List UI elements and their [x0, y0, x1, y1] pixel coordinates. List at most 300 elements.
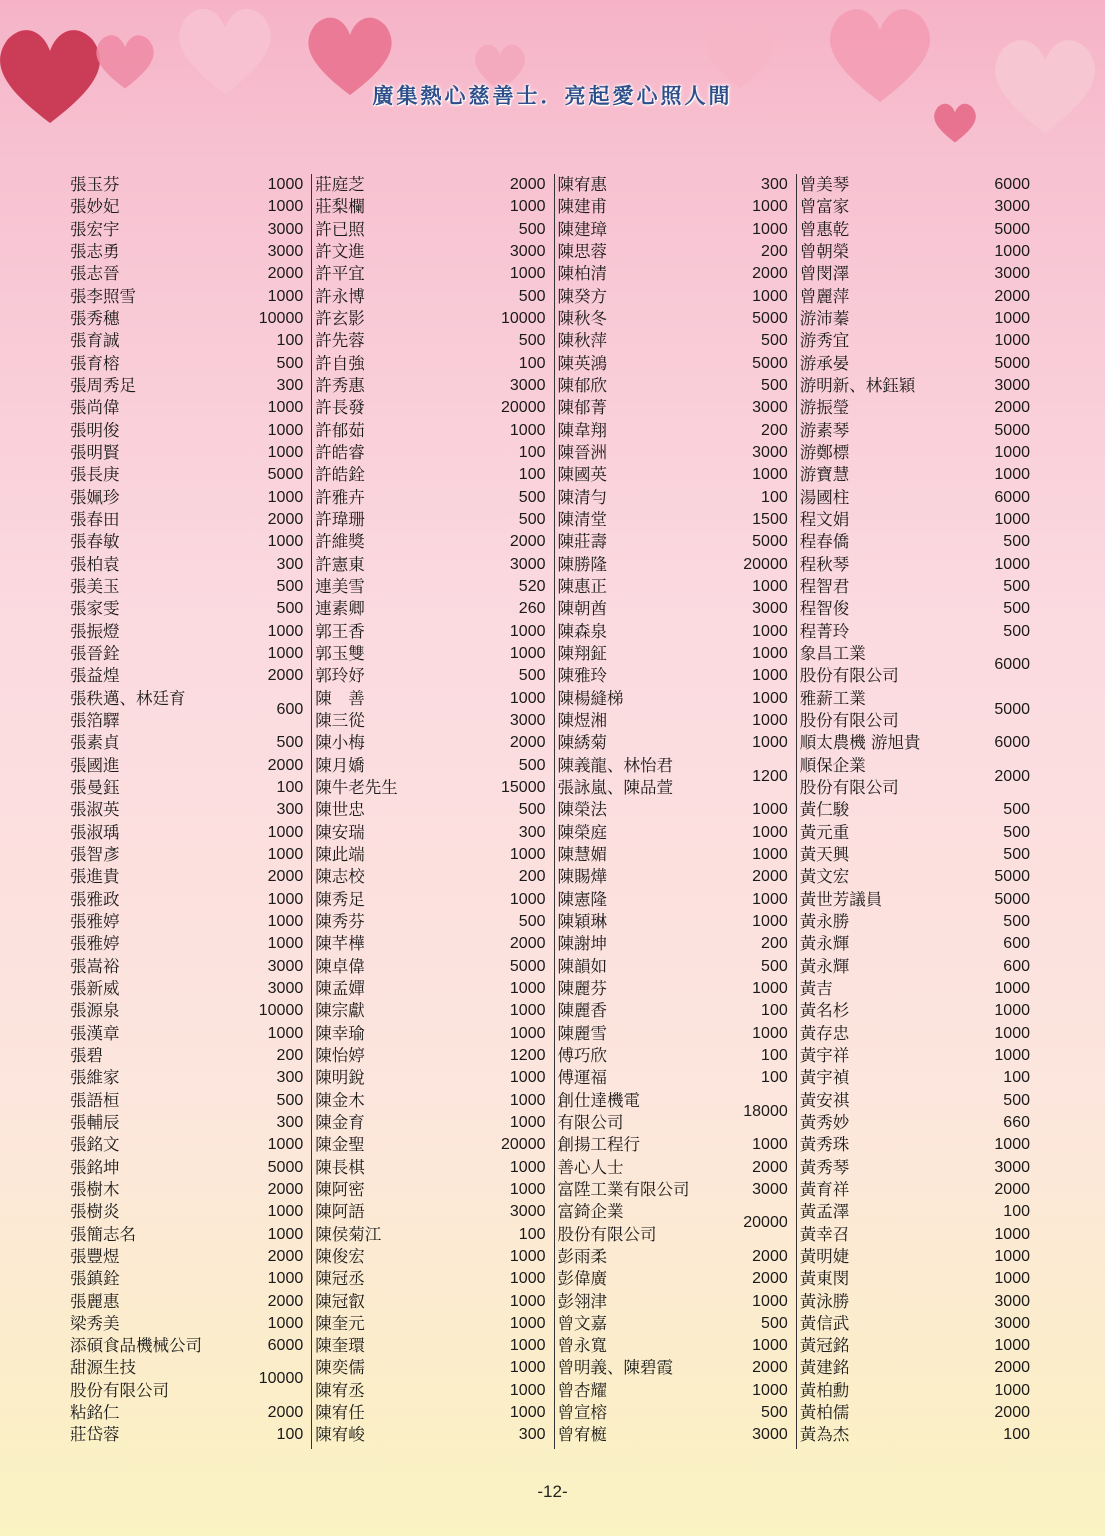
page-number: -12-	[537, 1482, 568, 1501]
donation-amount: 1000	[267, 845, 304, 863]
donor-name: 黃文宏	[799, 867, 850, 887]
donor-row	[70, 554, 311, 576]
donation-amount: 100	[518, 354, 546, 372]
donor-name: 陳秋萍	[557, 331, 607, 351]
donation-amount: 5000	[994, 890, 1030, 908]
donor-name: 陳憲隆	[557, 889, 607, 909]
donor-name: 郭玲妤	[315, 666, 365, 686]
donor-name: 雅薪工業 股份有限公司	[799, 688, 899, 730]
donor-row	[312, 1224, 553, 1246]
donor-row	[555, 1023, 796, 1045]
donor-name: 陳麗雪	[557, 1023, 607, 1043]
donor-name: 陳建璋	[557, 219, 607, 239]
donor-row	[797, 1380, 1038, 1402]
donation-amount: 1000	[994, 979, 1030, 997]
donation-amount: 1000	[509, 1314, 546, 1332]
donor-name: 張晉銓	[70, 643, 120, 663]
donor-row	[70, 889, 311, 911]
donation-amount: 3000	[267, 979, 304, 997]
donation-amount: 2000	[267, 510, 304, 528]
donor-row	[312, 1112, 553, 1134]
donation-amount: 2000	[994, 767, 1030, 785]
donor-name: 許憲東	[315, 554, 365, 574]
donor-name: 陳志校	[315, 867, 365, 887]
donation-amount: 1000	[994, 555, 1030, 573]
donor-row	[797, 420, 1038, 442]
donor-row	[555, 509, 796, 531]
donation-amount: 260	[518, 600, 546, 618]
donation-amount: 1000	[509, 1292, 546, 1310]
donor-row	[312, 442, 553, 464]
donor-name: 彭翎津	[557, 1291, 607, 1311]
donor-row	[555, 1268, 796, 1290]
donor-name: 黃元重	[799, 822, 850, 842]
donation-amount: 1000	[752, 622, 788, 640]
donor-name: 程秋琴	[799, 554, 850, 574]
donor-row	[70, 866, 311, 888]
donor-row	[312, 1023, 553, 1045]
donor-row	[797, 487, 1038, 509]
donor-name: 許皓銓	[315, 465, 365, 485]
donation-amount: 1000	[752, 689, 788, 707]
donation-amount: 2000	[752, 1247, 788, 1265]
donor-row	[312, 799, 553, 821]
donation-amount: 1000	[752, 979, 788, 997]
donor-row	[797, 621, 1038, 643]
donor-row	[312, 621, 553, 643]
donation-amount: 1000	[994, 1381, 1030, 1399]
donor-row	[797, 1246, 1038, 1268]
donor-row	[312, 777, 553, 799]
donor-name: 張姵珍	[70, 487, 120, 507]
donation-amount: 10000	[501, 309, 546, 327]
donation-amount: 2000	[267, 756, 304, 774]
donor-row	[312, 956, 553, 978]
donor-name: 張雅政	[70, 889, 120, 909]
donor-row	[555, 1090, 796, 1135]
donor-row	[555, 643, 796, 665]
donor-name: 游振瑩	[799, 398, 850, 418]
donor-row	[555, 844, 796, 866]
donor-row	[555, 219, 796, 241]
donor-row	[797, 889, 1038, 911]
donor-name: 陳奎環	[315, 1336, 365, 1356]
donor-row	[797, 263, 1038, 285]
donor-row	[70, 576, 311, 598]
donation-amount: 2000	[994, 399, 1030, 417]
donation-amount: 5000	[267, 1158, 304, 1176]
donation-amount: 5000	[752, 354, 788, 372]
donor-name: 陳慧媚	[557, 844, 607, 864]
donation-amount: 500	[276, 734, 304, 752]
donor-name: 曾文嘉	[557, 1313, 607, 1333]
donor-row	[70, 1134, 311, 1156]
donor-row	[797, 308, 1038, 330]
donor-row	[797, 866, 1038, 888]
donor-name: 程智君	[799, 576, 850, 596]
donor-row	[312, 1179, 553, 1201]
donor-name: 陳 善	[315, 688, 365, 708]
donation-amount: 1000	[752, 198, 788, 216]
donor-name: 陳金聖	[315, 1135, 365, 1155]
donor-row	[312, 1067, 553, 1089]
donor-name: 黃宇禎	[799, 1068, 850, 1088]
donor-name: 黃柏儒	[799, 1403, 850, 1423]
donor-row	[312, 554, 553, 576]
donor-row	[555, 531, 796, 553]
donor-row	[555, 688, 796, 710]
donor-row	[70, 1224, 311, 1246]
donation-amount: 1000	[267, 176, 304, 193]
donation-amount: 1000	[752, 845, 788, 863]
donation-amount: 1000	[509, 1180, 546, 1198]
donor-name: 張春田	[70, 509, 120, 529]
donation-amount: 6000	[994, 655, 1030, 673]
donation-amount: 1000	[267, 1270, 304, 1288]
donor-row	[70, 286, 311, 308]
donation-amount: 300	[276, 555, 304, 573]
donor-column-4	[796, 174, 1038, 1449]
donor-row	[312, 1157, 553, 1179]
donor-name: 許平宜	[315, 264, 365, 284]
donor-name: 莊庭芝	[315, 175, 365, 194]
donor-row	[797, 554, 1038, 576]
donor-name: 張智彥	[70, 844, 120, 864]
donor-name: 黃秀珠	[799, 1135, 850, 1155]
donation-amount: 500	[1003, 801, 1030, 819]
donor-name: 陳癸方	[557, 286, 607, 306]
donor-row	[70, 1045, 311, 1067]
donor-name: 曾麗萍	[799, 286, 850, 306]
donor-row	[555, 799, 796, 821]
donation-amount: 2000	[994, 1404, 1030, 1422]
donation-amount: 1000	[994, 1024, 1030, 1042]
donation-amount: 300	[276, 1069, 304, 1087]
donor-name: 陳宥任	[315, 1403, 365, 1423]
donor-name: 陳冠叡	[315, 1291, 365, 1311]
donor-name: 陳莊壽	[557, 532, 607, 552]
donor-row	[797, 956, 1038, 978]
donation-amount: 5000	[994, 700, 1030, 718]
donor-row	[70, 1246, 311, 1268]
donation-amount: 300	[518, 1426, 546, 1444]
donor-name: 黃明婕	[799, 1246, 850, 1266]
donation-amount: 1000	[267, 421, 304, 439]
donation-amount: 500	[518, 488, 546, 506]
donor-row	[70, 621, 311, 643]
donor-name: 張育誠	[70, 331, 120, 351]
donor-row	[555, 621, 796, 643]
donor-row	[312, 464, 553, 486]
donation-amount: 2000	[752, 1359, 788, 1377]
donor-name: 游明新、林鈺穎	[799, 375, 916, 395]
donation-amount: 500	[518, 801, 546, 819]
donation-amount: 1000	[509, 1091, 546, 1109]
donor-row	[555, 1313, 796, 1335]
donor-name: 張志勇	[70, 241, 120, 261]
donor-name: 張輔辰	[70, 1112, 120, 1132]
donor-name: 黃仁駿	[799, 800, 850, 820]
donor-row	[70, 1335, 311, 1357]
donor-row	[70, 732, 311, 754]
donor-name: 張國進	[70, 755, 120, 775]
donor-name: 添碩食品機械公司	[70, 1336, 202, 1356]
donor-row	[555, 464, 796, 486]
donation-amount: 3000	[267, 957, 304, 975]
donation-amount: 1000	[509, 1337, 546, 1355]
donor-name: 張銘文	[70, 1135, 120, 1155]
donation-amount: 2000	[752, 868, 788, 886]
donor-name: 創仕達機電 有限公司	[557, 1090, 640, 1132]
donor-row	[797, 397, 1038, 419]
donor-row	[797, 531, 1038, 553]
donor-name: 張妙妃	[70, 197, 120, 217]
donor-row	[312, 688, 553, 710]
donation-amount: 1000	[994, 1046, 1030, 1064]
donation-amount: 3000	[994, 1292, 1030, 1310]
donor-row	[312, 598, 553, 620]
donor-name: 陳安瑞	[315, 822, 365, 842]
donor-row	[70, 799, 311, 821]
donor-name: 陳郁欣	[557, 375, 607, 395]
donor-name: 程菁玲	[799, 621, 850, 641]
donation-amount: 500	[1003, 600, 1030, 618]
donor-row	[312, 911, 553, 933]
donor-row	[797, 353, 1038, 375]
donor-row	[70, 487, 311, 509]
donor-name: 陳怡婷	[315, 1045, 365, 1065]
donation-amount: 1000	[267, 644, 304, 662]
donor-row	[70, 219, 311, 241]
donation-amount: 500	[761, 332, 788, 350]
donor-name: 張銘坤	[70, 1157, 120, 1177]
donor-name: 張淑英	[70, 800, 120, 820]
donor-name: 陳郁菁	[557, 398, 607, 418]
donor-row	[555, 978, 796, 1000]
donor-name: 曾杏耀	[557, 1380, 607, 1400]
donor-row	[70, 844, 311, 866]
donor-name: 張簡志名	[70, 1224, 136, 1244]
donor-name: 黃吉	[799, 978, 833, 998]
donation-amount: 20000	[501, 399, 546, 417]
donor-row	[555, 330, 796, 352]
donor-name: 張鎮銓	[70, 1269, 120, 1289]
donor-row	[312, 1090, 553, 1112]
donor-name: 陳思蓉	[557, 241, 607, 261]
donor-row	[312, 487, 553, 509]
donor-name: 許長發	[315, 398, 365, 418]
donor-name: 游秀宜	[799, 331, 850, 351]
donor-row	[797, 1090, 1038, 1112]
donation-amount: 18000	[743, 1102, 788, 1120]
donor-row	[797, 1313, 1038, 1335]
donor-name: 許郁茹	[315, 420, 365, 440]
donation-amount: 2000	[994, 1180, 1030, 1198]
donor-row	[312, 1424, 553, 1446]
donor-row	[70, 464, 311, 486]
donor-row	[70, 1291, 311, 1313]
donation-amount: 300	[761, 176, 788, 193]
donor-row	[797, 688, 1038, 733]
donation-amount: 100	[1003, 1069, 1030, 1087]
donor-name: 游承晏	[799, 353, 850, 373]
donor-row	[555, 1179, 796, 1201]
donor-name: 陳清勻	[557, 487, 607, 507]
donor-name: 梁秀美	[70, 1313, 120, 1333]
donation-amount: 2000	[752, 1270, 788, 1288]
donor-name: 程文娟	[799, 509, 850, 529]
donor-name: 張進貴	[70, 867, 120, 887]
donor-name: 張長庚	[70, 465, 120, 485]
donor-name: 陳穎琳	[557, 911, 607, 931]
donation-amount: 2000	[267, 265, 304, 283]
donor-row	[797, 1179, 1038, 1201]
donation-amount: 1000	[267, 198, 304, 216]
donation-amount: 500	[1003, 622, 1030, 640]
donor-row	[312, 531, 553, 553]
donation-amount: 1200	[509, 1046, 546, 1064]
donation-amount: 3000	[994, 1158, 1030, 1176]
donor-name: 張柏袁	[70, 554, 120, 574]
donation-amount: 1000	[509, 1024, 546, 1042]
donor-name: 陳惠正	[557, 576, 607, 596]
donation-amount: 2000	[267, 667, 304, 685]
donor-name: 陳月嬌	[315, 755, 365, 775]
donor-list	[70, 174, 1038, 1449]
donation-amount: 1000	[509, 1247, 546, 1265]
donation-amount: 1500	[752, 510, 788, 528]
donor-name: 陳明銳	[315, 1068, 365, 1088]
donation-amount: 300	[276, 1113, 304, 1131]
donor-row	[797, 1291, 1038, 1313]
donor-row	[797, 464, 1038, 486]
donor-column-2	[311, 174, 553, 1449]
donation-amount: 1000	[509, 198, 546, 216]
donor-row	[70, 397, 311, 419]
donor-row	[555, 710, 796, 732]
donation-amount: 100	[761, 1046, 788, 1064]
donor-name: 連素卿	[315, 599, 365, 619]
donor-row	[70, 1402, 311, 1424]
donor-row	[312, 174, 553, 196]
donor-row	[555, 554, 796, 576]
donation-amount: 500	[518, 220, 546, 238]
donation-amount: 100	[761, 488, 788, 506]
donor-name: 黃天興	[799, 844, 850, 864]
donor-name: 黃宇祥	[799, 1045, 850, 1065]
donation-amount: 1000	[509, 1359, 546, 1377]
donor-name: 陳奕儒	[315, 1358, 365, 1378]
donor-name: 張宏宇	[70, 219, 120, 239]
donation-amount: 200	[276, 1046, 304, 1064]
donor-name: 張素貞	[70, 733, 120, 753]
donor-row	[555, 956, 796, 978]
donation-amount: 200	[761, 935, 788, 953]
donation-amount: 1000	[509, 1404, 546, 1422]
donation-amount: 1000	[509, 644, 546, 662]
donor-name: 曾閔澤	[799, 264, 850, 284]
donation-amount: 1200	[752, 767, 788, 785]
donor-row	[555, 598, 796, 620]
donation-amount: 3000	[994, 265, 1030, 283]
donor-row	[70, 933, 311, 955]
donor-row	[555, 1380, 796, 1402]
donation-amount: 5000	[994, 421, 1030, 439]
donor-name: 陳謝坤	[557, 934, 607, 954]
donation-amount: 660	[1003, 1113, 1030, 1131]
donor-name: 富陞工業有限公司	[557, 1179, 690, 1199]
donor-name: 張明賢	[70, 442, 120, 462]
donor-name: 黃秀琴	[799, 1157, 850, 1177]
donation-amount: 2000	[267, 1180, 304, 1198]
donor-row	[312, 933, 553, 955]
donation-amount: 1000	[267, 1203, 304, 1221]
donor-name: 張玉芬	[70, 175, 120, 194]
donation-amount: 500	[761, 376, 788, 394]
donor-name: 張美玉	[70, 576, 120, 596]
donation-amount: 20000	[743, 1214, 788, 1232]
donor-name: 陳麗香	[557, 1001, 607, 1021]
donation-amount: 3000	[267, 220, 304, 238]
donation-amount: 1000	[509, 979, 546, 997]
donor-row	[312, 844, 553, 866]
donor-row	[797, 330, 1038, 352]
donor-name: 張麗惠	[70, 1291, 120, 1311]
donor-row	[312, 263, 553, 285]
donor-name: 陳卓偉	[315, 956, 365, 976]
donation-amount: 1000	[267, 287, 304, 305]
donor-row	[70, 777, 311, 799]
donation-amount: 100	[1003, 1426, 1030, 1444]
donor-name: 陳阿密	[315, 1179, 365, 1199]
donation-amount: 3000	[752, 1180, 788, 1198]
donor-name: 黃世芳議員	[799, 889, 883, 909]
donor-row	[70, 956, 311, 978]
donor-row	[555, 1201, 796, 1246]
donor-column-1	[70, 174, 311, 1449]
donor-name: 陳秀芬	[315, 911, 365, 931]
donor-row	[797, 174, 1038, 196]
donor-row	[312, 1380, 553, 1402]
donation-amount: 500	[1003, 845, 1030, 863]
donor-row	[555, 1000, 796, 1022]
donation-amount: 1000	[752, 1381, 788, 1399]
donation-amount: 500	[1003, 912, 1030, 930]
donor-name: 黃孟澤	[799, 1202, 850, 1222]
donor-name: 張新威	[70, 978, 120, 998]
donor-row	[797, 375, 1038, 397]
donor-name: 陳榮法	[557, 800, 607, 820]
donation-amount: 2000	[509, 533, 546, 551]
donor-name: 游沛蓁	[799, 308, 850, 328]
donor-row	[555, 375, 796, 397]
donor-name: 陳柏清	[557, 264, 607, 284]
donation-amount: 100	[1003, 1203, 1030, 1221]
donor-row	[70, 375, 311, 397]
donor-name: 黃東閔	[799, 1269, 850, 1289]
donor-row	[70, 755, 311, 777]
donation-amount: 1000	[752, 734, 788, 752]
donor-name: 張春敏	[70, 532, 120, 552]
donor-name: 張雅婷	[70, 911, 120, 931]
donation-amount: 1000	[994, 1136, 1030, 1154]
donation-amount: 1000	[509, 1069, 546, 1087]
donation-amount: 2000	[267, 1247, 304, 1265]
donation-amount: 2000	[267, 1404, 304, 1422]
donation-amount: 3000	[994, 1314, 1030, 1332]
donation-amount: 500	[276, 600, 304, 618]
donation-amount: 1000	[994, 443, 1030, 461]
